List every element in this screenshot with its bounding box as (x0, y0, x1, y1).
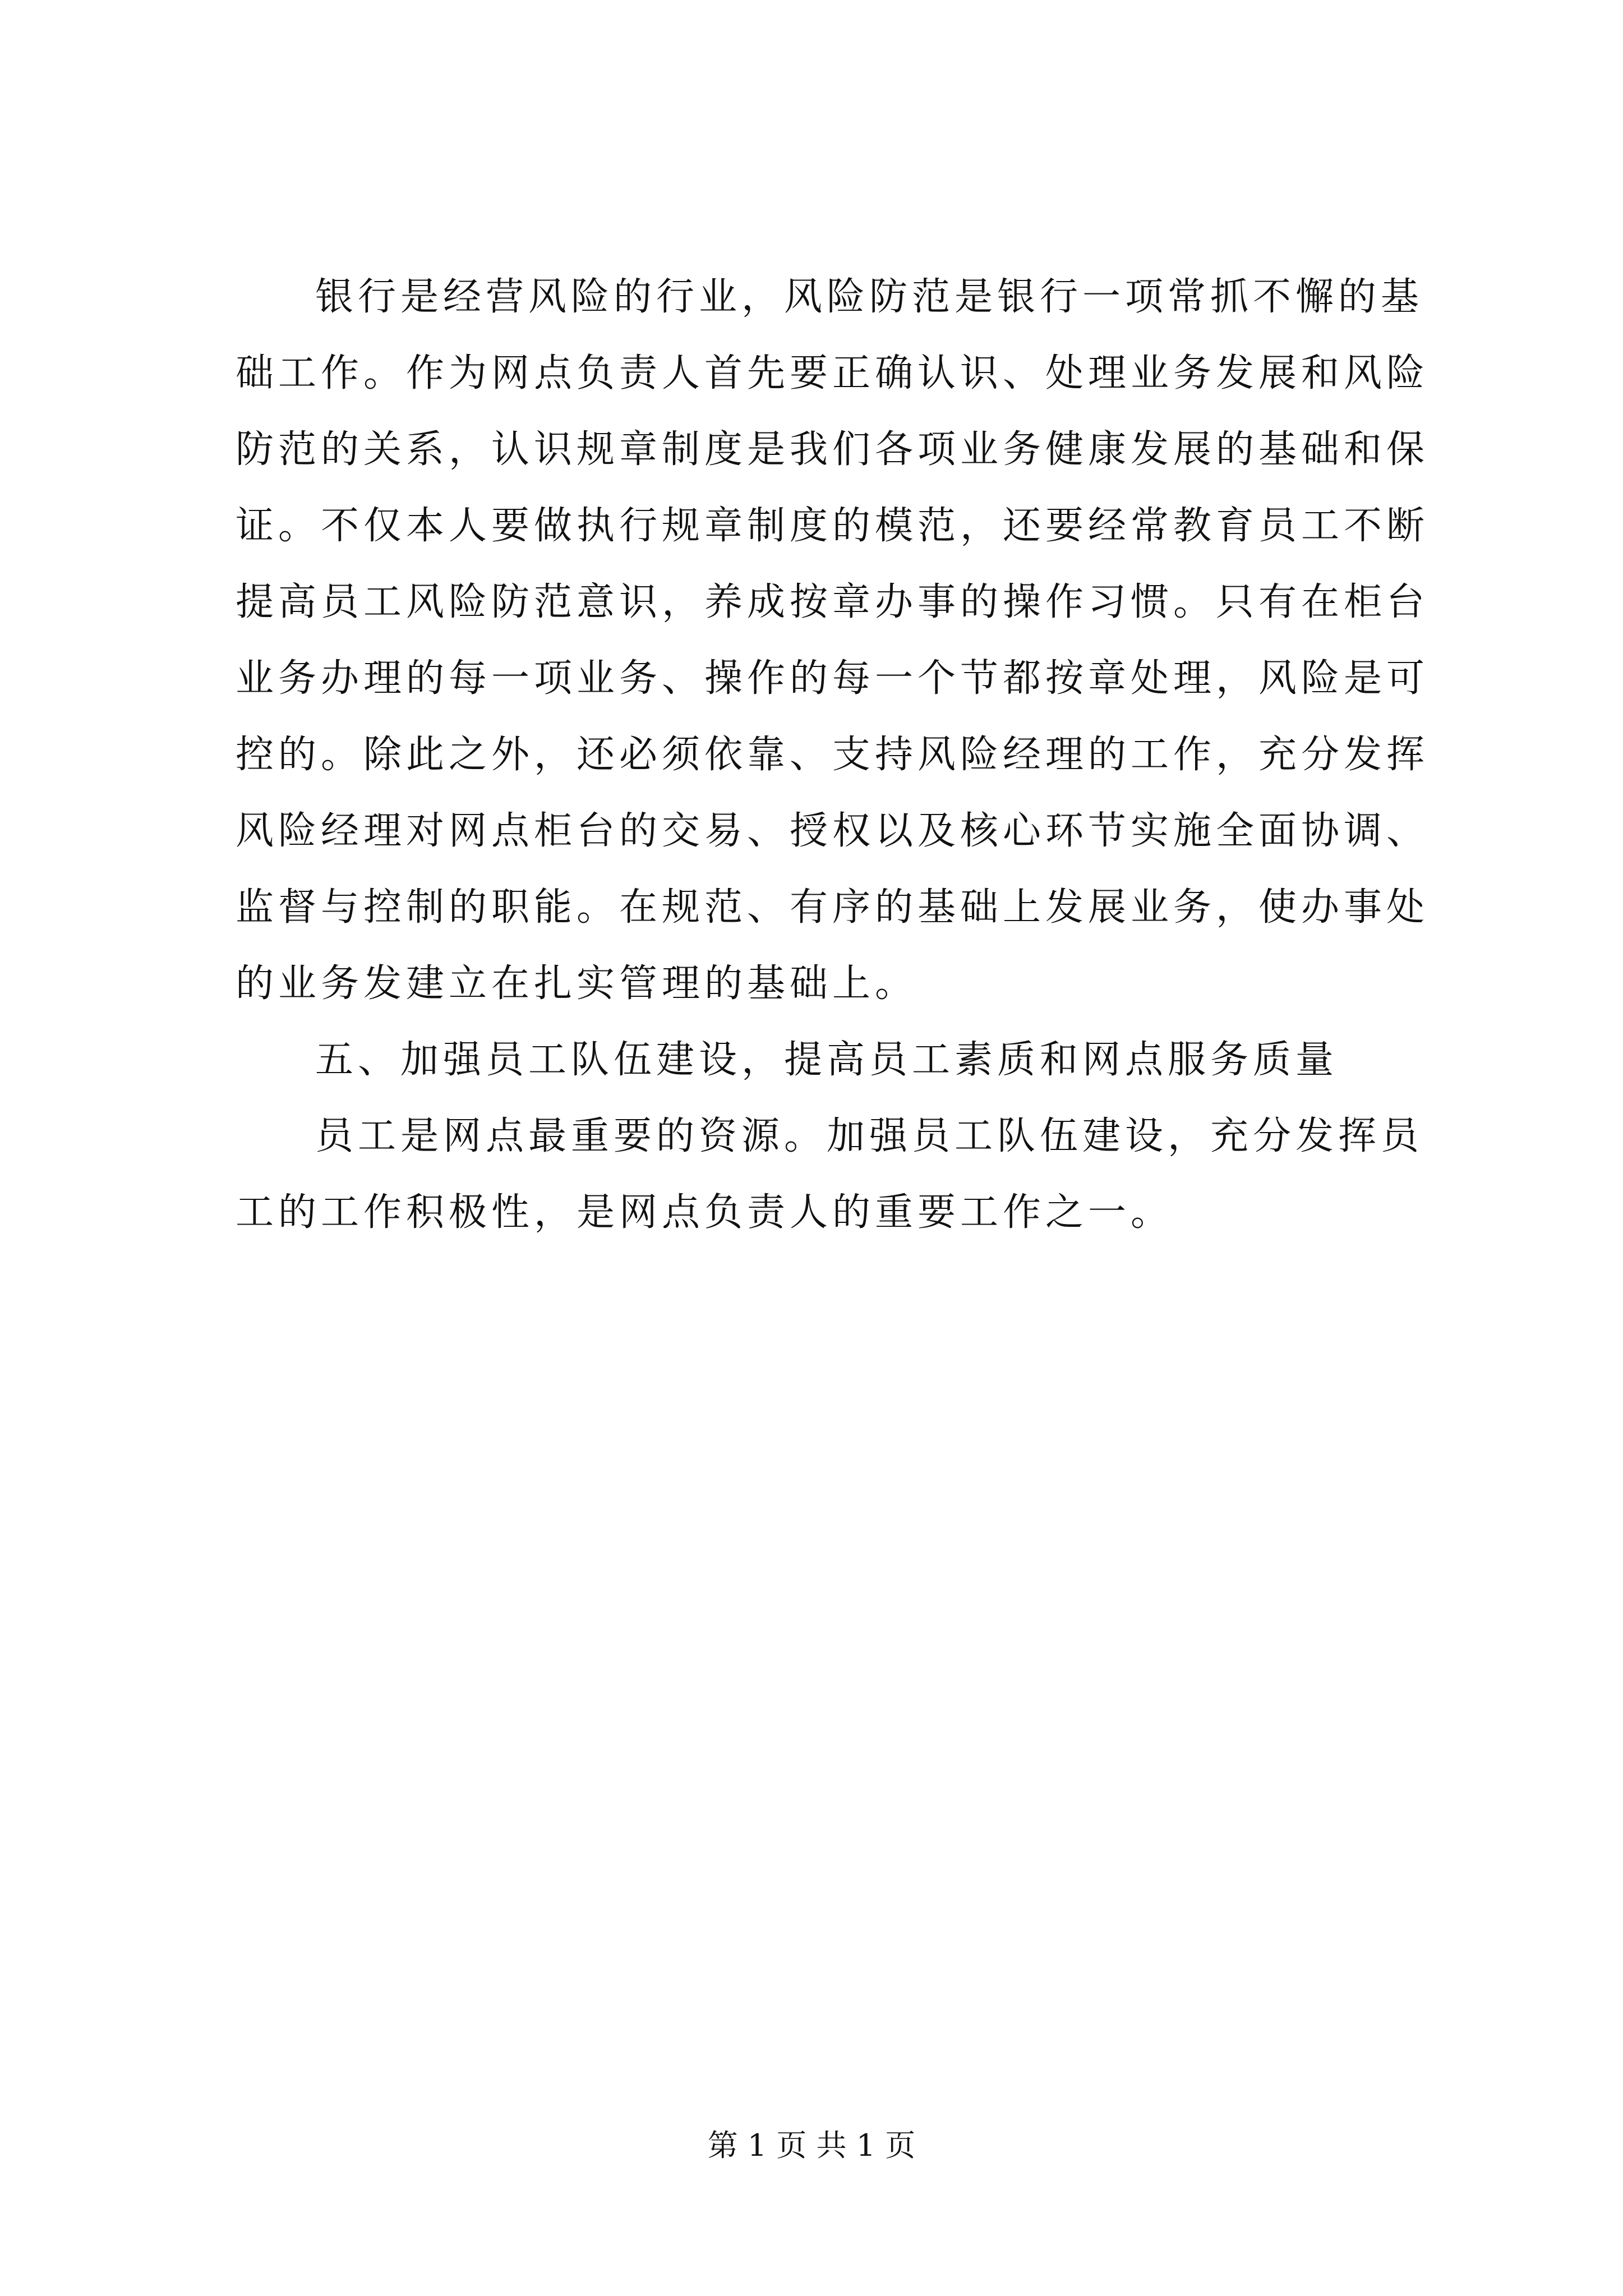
paragraph-line: 工的工作积极性，是网点负责人的重要工作之一。 (236, 1190, 1174, 1235)
paragraph-line: 提高员工风险防范意识，养成按章办事的操作习惯。只有在柜台 (236, 580, 1430, 624)
paragraph-line: 业务办理的每一项业务、操作的每一个节都按章处理，风险是可 (236, 656, 1430, 701)
paragraph-line: 控的。除此之外，还必须依靠、支持风险经理的工作，充分发挥 (236, 733, 1430, 777)
paragraph-line: 员工是网点最重要的资源。加强员工队伍建设，充分发挥员 (315, 1114, 1424, 1158)
paragraph-line: 监督与控制的职能。在规范、有序的基础上发展业务，使办事处 (236, 885, 1430, 930)
page-footer: 第 1 页 共 1 页 (707, 2128, 916, 2163)
paragraph-line: 风险经理对网点柜台的交易、授权以及核心环节实施全面协调、 (236, 809, 1430, 853)
paragraph-line: 防范的关系，认识规章制度是我们各项业务健康发展的基础和保 (236, 427, 1430, 472)
paragraph-line: 证。不仅本人要做执行规章制度的模范，还要经常教育员工不断 (236, 504, 1430, 548)
paragraph-line: 础工作。作为网点负责人首先要正确认识、处理业务发展和风险 (236, 351, 1430, 395)
paragraph-line: 银行是经营风险的行业，风险防范是银行一项常抓不懈的基 (315, 275, 1424, 319)
section-heading: 五、加强员工队伍建设，提高员工素质和网点服务质量 (315, 1038, 1339, 1082)
document-body (236, 259, 1436, 1251)
paragraph-line: 的业务发建立在扎实管理的基础上。 (236, 961, 918, 1006)
